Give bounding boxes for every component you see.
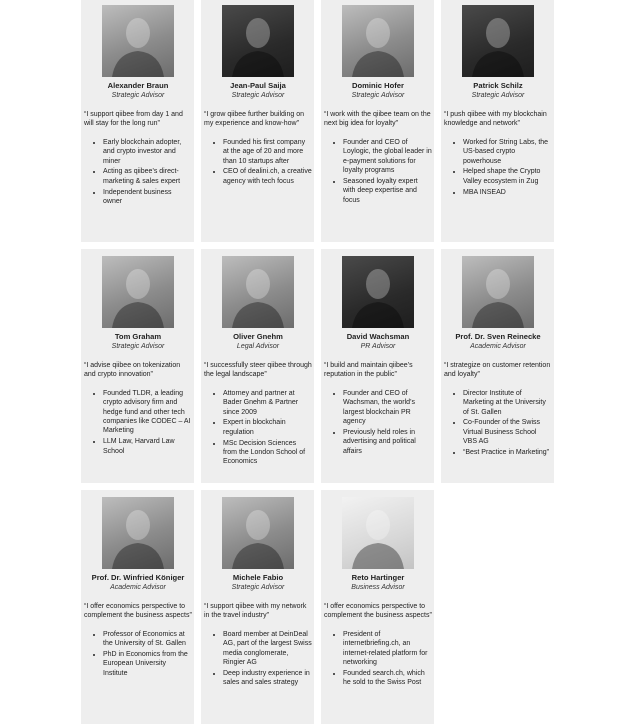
advisor-name: Tom Graham (114, 332, 162, 341)
credential-item: • Seasoned loyalty expert with deep expertise and focus (343, 177, 432, 205)
advisor-name: Reto Hartinger (351, 573, 405, 582)
advisor-name: Patrick Schilz (473, 81, 523, 90)
person-silhouette-icon (222, 256, 294, 328)
person-silhouette-icon (222, 497, 294, 569)
advisor-photo (102, 497, 174, 569)
credential-item: • PhD in Economics from the European University Institute (103, 650, 192, 678)
advisor-photo (222, 256, 294, 328)
credential-item: • MBA INSEAD (463, 188, 552, 197)
advisor-credentials-list (444, 389, 552, 458)
advisor-card (441, 0, 554, 242)
advisor-name: Prof. Dr. Winfried Königer (91, 573, 185, 582)
advisor-photo (102, 256, 174, 328)
advisor-role: Strategic Advisor (231, 92, 285, 99)
advisor-card (321, 490, 434, 724)
advisor-photo (462, 5, 534, 77)
credential-item: • Expert in blockchain regulation (223, 418, 312, 437)
advisor-photo (102, 5, 174, 77)
advisor-card (441, 249, 554, 483)
advisor-role: Strategic Advisor (111, 92, 165, 99)
advisor-name: Michele Fabio (232, 573, 284, 582)
advisor-quote: “I offer economics perspective to complement the business aspects” (324, 603, 432, 620)
advisor-role: Strategic Advisor (111, 343, 165, 350)
credential-item: • Founder and CEO of Wachsman, the world’s largest blockchain PR agency (343, 389, 432, 427)
advisor-credentials-list (84, 630, 192, 678)
advisor-photo (342, 5, 414, 77)
person-silhouette-icon (462, 256, 534, 328)
person-silhouette-icon (102, 497, 174, 569)
credential-item: • Founded his first company at the age of 20 and more than 10 startups after (223, 138, 312, 166)
advisor-credentials-list (204, 389, 312, 467)
advisor-quote: “I support qiibee with my network in the travel industry” (204, 603, 307, 620)
advisor-credentials-list (324, 389, 432, 456)
advisor-photo (462, 256, 534, 328)
person-silhouette-icon (222, 5, 294, 77)
credential-item: • Attorney and partner at Bader Gnehm & Partner since 2009 (223, 389, 312, 417)
advisor-credentials-list (444, 138, 552, 197)
advisor-card (201, 249, 314, 483)
credential-item: • Deep industry experience in sales and sales strategy (223, 669, 312, 688)
advisor-quote: “I work with the qiibee team on the next big idea for loyalty” (324, 111, 431, 128)
advisor-quote: “I support qiibee from day 1 and will stay for the long run” (84, 111, 183, 128)
advisor-name: Dominic Hofer (352, 81, 404, 90)
person-silhouette-icon (342, 256, 414, 328)
advisor-card (321, 249, 434, 483)
credential-item: • Founded TLDR, a leading crypto advisory firm and hedge fund and other tech companies like CODEC – AI Marketing (103, 389, 192, 436)
advisor-photo (222, 497, 294, 569)
advisor-role: Strategic Advisor (471, 92, 525, 99)
credential-item: • Independent business owner (103, 188, 192, 207)
advisor-role: Legal Advisor (236, 343, 280, 350)
person-silhouette-icon (342, 497, 414, 569)
advisor-quote: “I advise qiibee on tokenization and crypto innovation” (84, 362, 181, 379)
advisor-quote: “I push qiibee with my blockchain knowledge and network” (444, 111, 547, 128)
credential-item: • President of internetbriefing.ch, an internet-related platform for networking (343, 630, 432, 668)
credential-item: • Early blockchain adopter, and crypto investor and miner (103, 138, 192, 166)
advisor-card (321, 0, 434, 242)
advisor-credentials-list (204, 138, 312, 186)
advisor-card (201, 490, 314, 724)
advisor-quote: “I successfully steer qiibee through the legal landscape” (204, 362, 312, 379)
advisor-quote: “I strategize on customer retention and loyalty” (444, 362, 551, 379)
credential-item: • Acting as qiibee’s direct-marketing & sales expert (103, 167, 192, 186)
credential-item: • Co-Founder of the Swiss Virtual Business School VBS AG (463, 418, 552, 446)
person-silhouette-icon (462, 5, 534, 77)
advisor-credentials-list (84, 389, 192, 456)
advisor-quote: “I offer economics perspective to complement the business aspects” (84, 603, 192, 620)
credential-item: • Helped shape the Crypto Valley ecosystem in Zug (463, 167, 552, 186)
person-silhouette-icon (102, 256, 174, 328)
credential-item: • Founded search.ch, which he sold to the Swiss Post (343, 669, 432, 688)
credential-item: • Previously held roles in advertising and political affairs (343, 428, 432, 456)
advisor-role: Strategic Advisor (351, 92, 405, 99)
advisor-name: David Wachsman (346, 332, 410, 341)
advisor-card (81, 249, 194, 483)
advisor-quote: “I build and maintain qiibee’s reputation in the public” (324, 362, 413, 379)
advisor-photo (222, 5, 294, 77)
advisor-card (201, 0, 314, 242)
advisor-quote: “I grow qiibee further building on my experience and know-how” (204, 111, 305, 128)
advisor-name: Alexander Braun (107, 81, 169, 90)
credential-item: • Professor of Economics at the University of St. Gallen (103, 630, 192, 649)
advisor-name: Prof. Dr. Sven Reinecke (455, 332, 541, 341)
advisor-photo (342, 497, 414, 569)
advisor-role: Business Advisor (351, 584, 405, 591)
credential-item: • Worked for String Labs, the US-based crypto powerhouse (463, 138, 552, 166)
advisor-name: Oliver Gnehm (233, 332, 283, 341)
advisor-role: Academic Advisor (110, 584, 166, 591)
credential-item: • CEO of dealini.ch, a creative agency with tech focus (223, 167, 312, 186)
advisor-role: Strategic Advisor (231, 584, 285, 591)
advisor-credentials-list (84, 138, 192, 207)
advisor-credentials-list (324, 630, 432, 688)
credential-item: • Founder and CEO of Loylogic, the global leader in e-payment solutions for loyalty programs (343, 138, 432, 176)
advisor-credentials-list (324, 138, 432, 205)
advisor-grid (81, 0, 554, 724)
credential-item: • Director Institute of Marketing at the University of St. Gallen (463, 389, 552, 417)
advisor-card (81, 0, 194, 242)
advisor-card (81, 490, 194, 724)
person-silhouette-icon (102, 5, 174, 77)
person-silhouette-icon (342, 5, 414, 77)
credential-item: • “Best Practice in Marketing” (463, 448, 552, 457)
advisor-photo (342, 256, 414, 328)
credential-item: • MSc Decision Sciences from the London School of Economics (223, 439, 312, 467)
credential-item: • LLM Law, Harvard Law School (103, 437, 192, 456)
advisor-credentials-list (204, 630, 312, 688)
advisor-role: Academic Advisor (470, 343, 526, 350)
advisor-name: Jean-Paul Saija (230, 81, 286, 90)
credential-item: • Board member at DeinDeal AG, part of the largest Swiss media conglomerate, Ringier AG (223, 630, 312, 668)
advisor-role: PR Advisor (360, 343, 396, 350)
